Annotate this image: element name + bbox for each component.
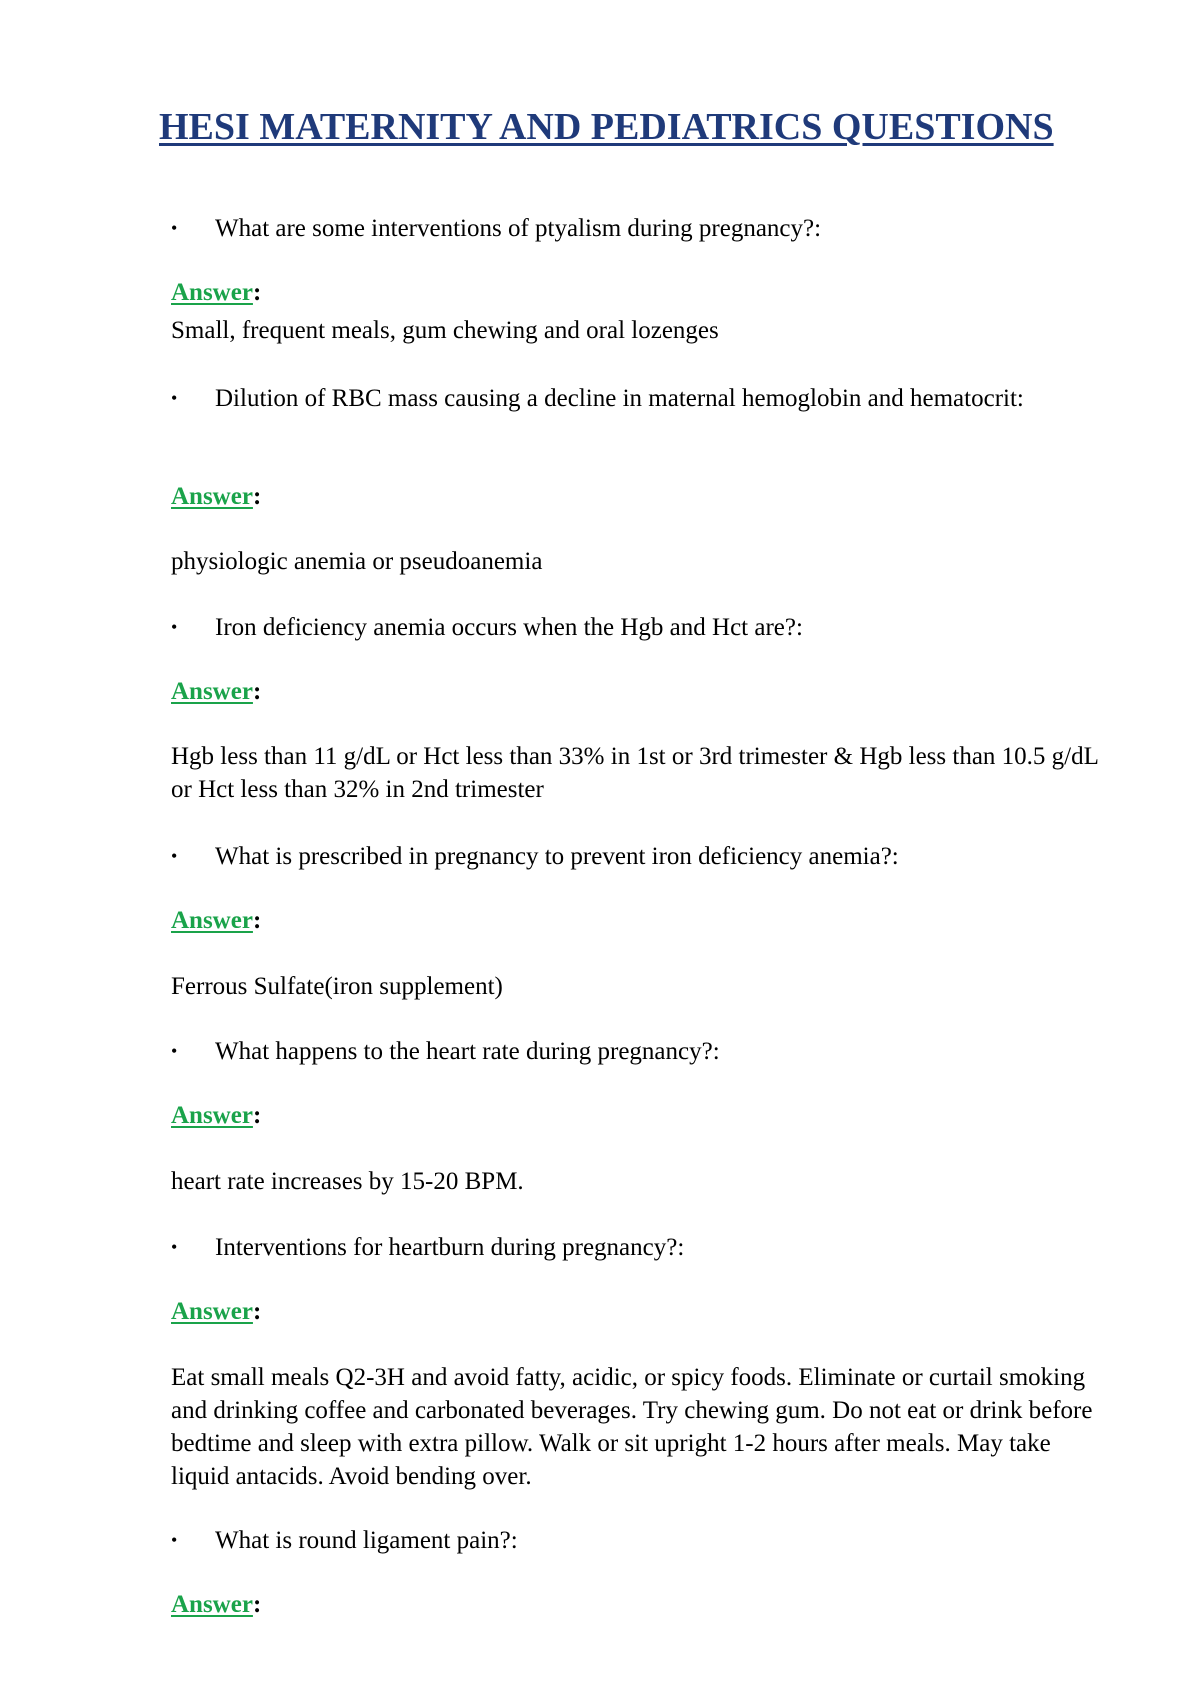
question-text: What is prescribed in pregnancy to prevent iron deficiency anemia?: <box>215 843 899 870</box>
bullet-icon: • <box>171 1237 178 1257</box>
page-title: HESI MATERNITY AND PEDIATRICS QUESTIONS <box>159 106 1054 148</box>
answer-text: Ferrous Sulfate(iron supplement) <box>171 973 503 1000</box>
question-item <box>171 1231 1111 1264</box>
question-text: What happens to the heart rate during pregnancy?: <box>215 1038 720 1065</box>
question-text: Iron deficiency anemia occurs when the Hgb and Hct are?: <box>215 614 803 641</box>
answer-text: heart rate increases by 15-20 BPM. <box>171 1168 524 1195</box>
answer-label-text: Answer <box>171 1591 253 1618</box>
question-text: What are some interventions of ptyalism during pregnancy?: <box>215 215 822 242</box>
answer-label-text: Answer <box>171 678 253 705</box>
question-item <box>171 1524 1111 1557</box>
answer-label: Answer: <box>171 678 262 705</box>
answer-text: Eat small meals Q2-3H and avoid fatty, acidic, or spicy foods. Eliminate or curtail smoking and drinking coffee and carbonated beverages. Try chewing gum. Do not eat or drink before bedtime and sleep with extra pillow. Walk or sit upright 1-2 hours after meals. May take liquid antacids. Avoid bending over. <box>171 1364 1093 1490</box>
answer-label: Answer: <box>171 907 262 934</box>
question-text: Dilution of RBC mass causing a decline in maternal hemoglobin and hematocrit: <box>215 385 1024 412</box>
question-text: What is round ligament pain?: <box>215 1527 518 1554</box>
answer-text: physiologic anemia or pseudoanemia <box>171 548 543 575</box>
answer-text: Hgb less than 11 g/dL or Hct less than 33% in 1st or 3rd trimester & Hgb less than 10.5 g/dL or Hct less than 32% in 2nd trimester <box>171 743 1098 803</box>
bullet-icon: • <box>171 218 178 238</box>
answer-label-text: Answer <box>171 483 253 510</box>
answer-label: Answer: <box>171 1591 262 1618</box>
answer-label: Answer: <box>171 1298 262 1325</box>
question-item <box>171 382 1111 415</box>
bullet-icon: • <box>171 1530 178 1550</box>
answer-label-text: Answer <box>171 907 253 934</box>
answer-label-text: Answer <box>171 1298 253 1325</box>
question-item <box>171 1035 1111 1068</box>
answer-label: Answer: <box>171 483 262 510</box>
question-item <box>171 840 1111 873</box>
bullet-icon: • <box>171 846 178 866</box>
bullet-icon: • <box>171 617 178 637</box>
answer-label-text: Answer <box>171 1102 253 1129</box>
answer-text: Small, frequent meals, gum chewing and oral lozenges <box>171 317 719 344</box>
answer-label-text: Answer <box>171 279 253 306</box>
bullet-icon: • <box>171 388 178 408</box>
question-item <box>171 611 1111 644</box>
bullet-icon: • <box>171 1041 178 1061</box>
question-item <box>171 212 1111 245</box>
answer-label: Answer: <box>171 1102 262 1129</box>
answer-label: Answer: <box>171 279 262 306</box>
question-text: Interventions for heartburn during pregnancy?: <box>215 1234 685 1261</box>
